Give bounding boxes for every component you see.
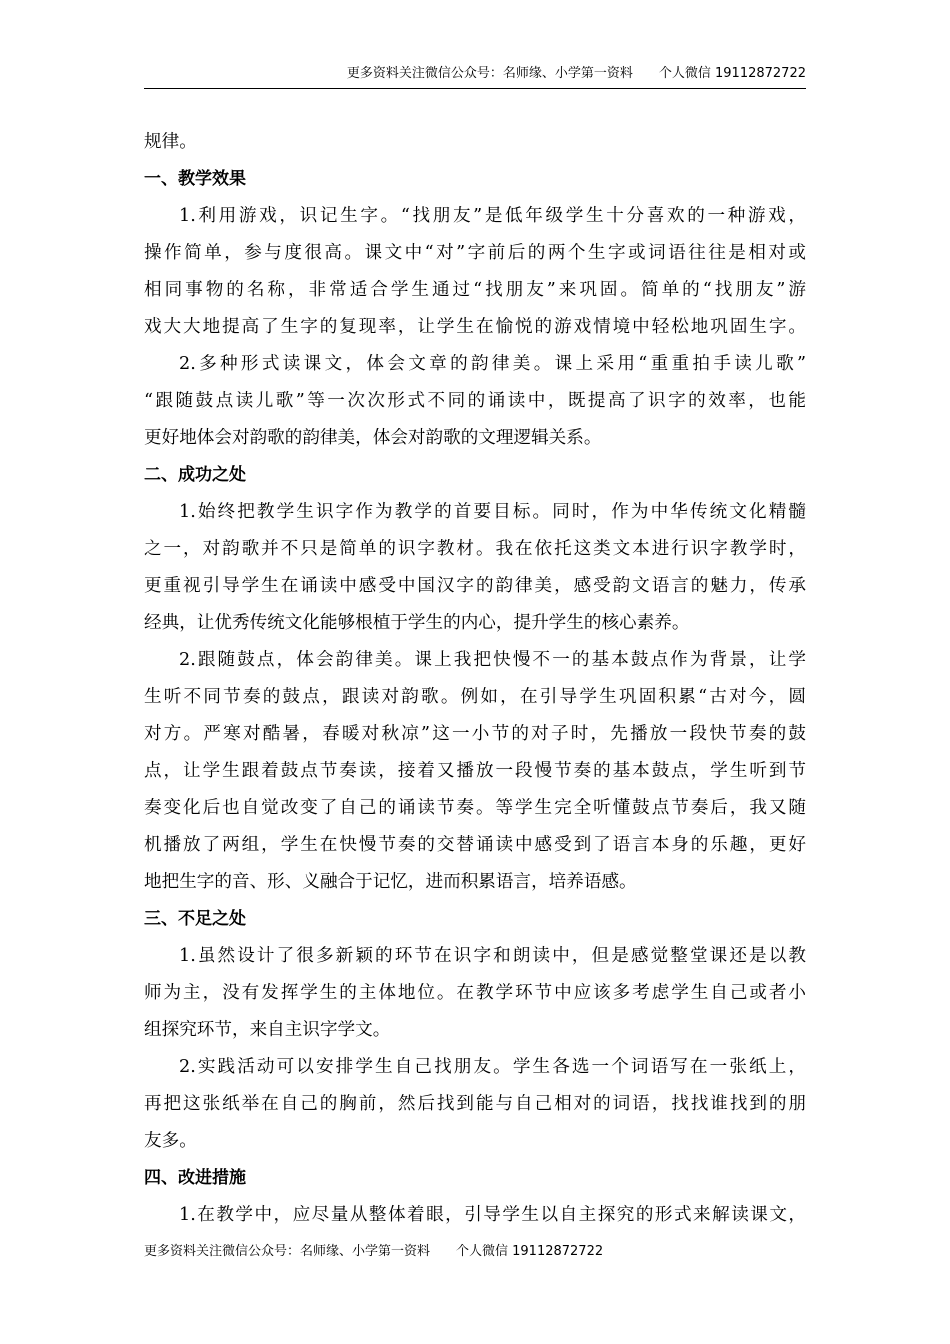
text-line: 点，让学生跟着鼓点节奏读，接着又播放一段慢节奏的基本鼓点，学生听到节 bbox=[144, 761, 806, 781]
text-line: 2.多种形式读课文，体会文章的韵律美。课上采用“重重拍手读儿歌” bbox=[179, 354, 806, 374]
page-footer: 更多资料关注微信公众号：名师缘、小学第一资料 个人微信 19112872722 bbox=[144, 1244, 604, 1259]
text-line: 友多。 bbox=[144, 1131, 197, 1151]
section-heading-effect: 一、教学效果 bbox=[144, 169, 246, 189]
section-heading-shortcomings: 三、不足之处 bbox=[144, 909, 246, 929]
text-line: 操作简单，参与度很高。课文中“对”字前后的两个生字或词语往往是相对或 bbox=[144, 243, 806, 263]
text-line: 师为主，没有发挥学生的主体地位。在教学环节中应该多考虑学生自己或者小 bbox=[144, 983, 806, 1003]
text-line: 更重视引导学生在诵读中感受中国汉字的韵律美，感受韵文语言的魅力，传承 bbox=[144, 576, 806, 596]
section-heading-improvements: 四、改进措施 bbox=[144, 1168, 246, 1188]
text-line: 再把这张纸举在自己的胸前，然后找到能与自己相对的词语，找找谁找到的朋 bbox=[144, 1094, 806, 1114]
text-line: 之一，对韵歌并不只是简单的识字教材。我在依托这类文本进行识字教学时， bbox=[144, 539, 806, 559]
text-line: 对方。严寒对酷暑，春暖对秋凉”这一小节的对子时，先播放一段快节奏的鼓 bbox=[144, 724, 806, 744]
text-line: 相同事物的名称，非常适合学生通过“找朋友”来巩固。简单的“找朋友”游 bbox=[144, 280, 806, 300]
text-line: 1.虽然设计了很多新颖的环节在识字和朗读中，但是感觉整堂课还是以教 bbox=[179, 946, 806, 966]
text-line: 机播放了两组，学生在快慢节奏的交替诵读中感受到了语言本身的乐趣，更好 bbox=[144, 835, 806, 855]
header-rule bbox=[144, 88, 806, 89]
text-line: 生听不同节奏的鼓点，跟读对韵歌。例如，在引导学生巩固积累“古对今，圆 bbox=[144, 687, 806, 707]
section-heading-success: 二、成功之处 bbox=[144, 465, 246, 485]
text-line: 奏变化后也自觉改变了自己的诵读节奏。等学生完全听懂鼓点节奏后，我又随 bbox=[144, 798, 806, 818]
text-line: 更好地体会对韵歌的韵律美，体会对韵歌的文理逻辑关系。 bbox=[144, 428, 602, 448]
text-line: 2.实践活动可以安排学生自己找朋友。学生各选一个词语写在一张纸上， bbox=[179, 1057, 806, 1077]
text-line: 1.在教学中，应尽量从整体着眼，引导学生以自主探究的形式来解读课文， bbox=[179, 1205, 806, 1225]
text-line: 2.跟随鼓点，体会韵律美。课上我把快慢不一的基本鼓点作为背景，让学 bbox=[179, 650, 806, 670]
text-line: 规律。 bbox=[144, 132, 197, 152]
text-line: 组探究环节，来自主识字学文。 bbox=[144, 1020, 391, 1040]
text-line: 经典，让优秀传统文化能够根植于学生的内心，提升学生的核心素养。 bbox=[144, 613, 690, 633]
text-line: 1.利用游戏，识记生字。“找朋友”是低年级学生十分喜欢的一种游戏， bbox=[179, 206, 806, 226]
document-body bbox=[144, 124, 806, 1234]
text-line: “跟随鼓点读儿歌”等一次次形式不同的诵读中，既提高了识字的效率，也能 bbox=[144, 391, 806, 411]
text-line: 戏大大地提高了生字的复现率，让学生在愉悦的游戏情境中轻松地巩固生字。 bbox=[144, 317, 806, 337]
page-header: 更多资料关注微信公众号：名师缘、小学第一资料 个人微信 19112872722 bbox=[346, 66, 806, 81]
text-line: 1.始终把教学生识字作为教学的首要目标。同时，作为中华传统文化精髓 bbox=[179, 502, 806, 522]
text-line: 地把生字的音、形、义融合于记忆，进而积累语言，培养语感。 bbox=[144, 872, 637, 892]
